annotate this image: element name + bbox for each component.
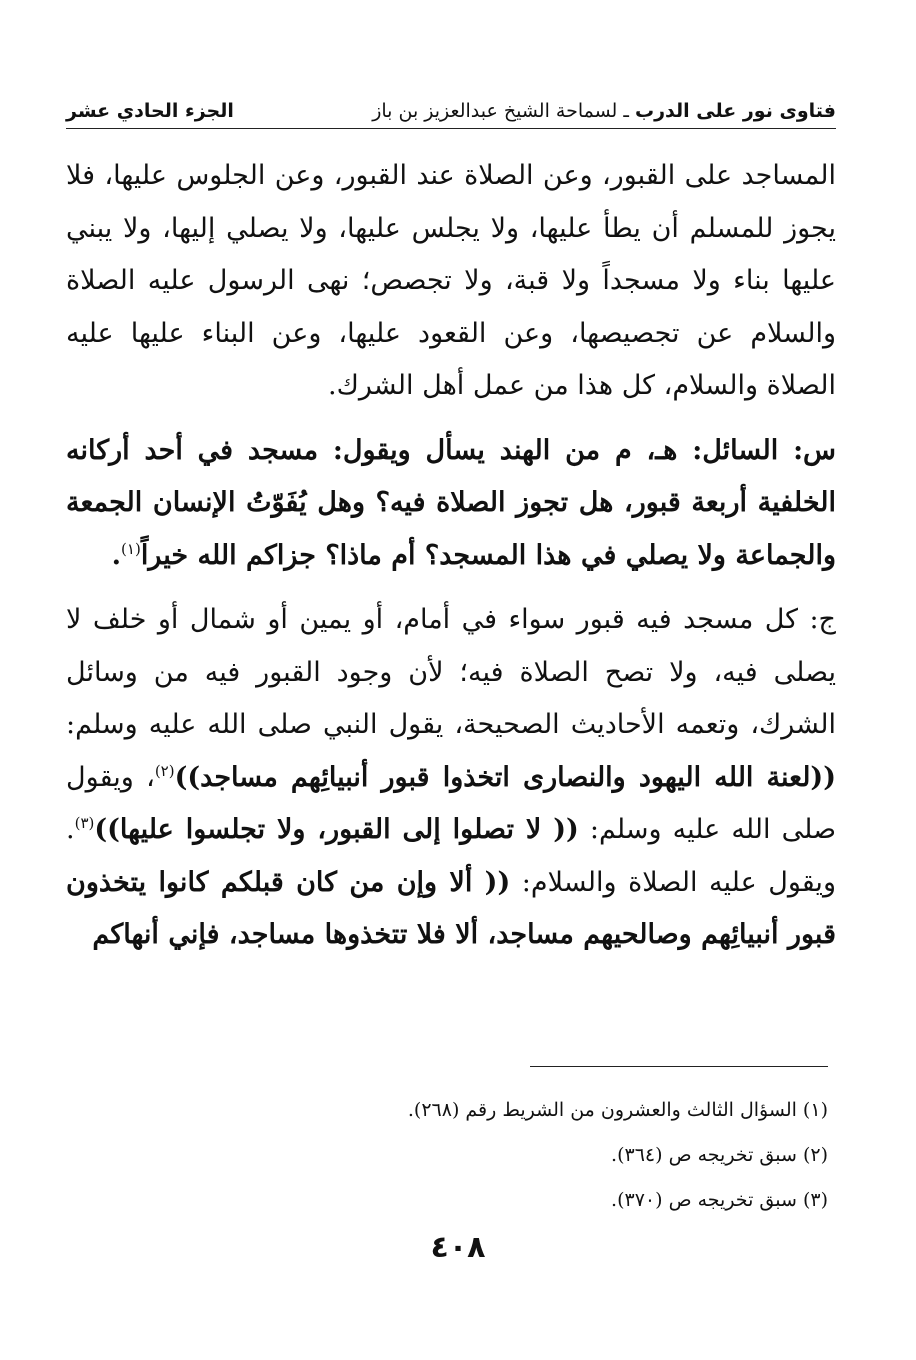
footnote-ref-1: (١) — [121, 539, 141, 558]
footnote-2: (٢) سبق تخريجه ص (٣٦٤). — [611, 1144, 828, 1166]
footnote-divider — [530, 1066, 828, 1067]
hadith-quote-2: (( لا تصلوا إلى القبور، ولا تجلسوا عليها)) — [94, 814, 579, 845]
book-title: فتاوى نور على الدرب — [635, 100, 836, 122]
hadith-quote-1: ((لعنة الله اليهود والنصارى اتخذوا قبور أنبيائِهم مساجد)) — [174, 761, 836, 793]
footnote-ref-3: (٣) — [74, 814, 95, 832]
footnotes — [66, 1088, 828, 1223]
title-separator: ـ — [617, 100, 635, 122]
footnote-ref-2: (٢) — [154, 761, 175, 780]
volume-label: الجزء الحادي عشر — [66, 100, 234, 122]
main-text — [66, 150, 836, 962]
answer-text-3: . ويقول عليه الصلاة والسلام: — [66, 814, 836, 898]
footnote-3: (٣) سبق تخريجه ص (٣٧٠). — [611, 1189, 828, 1211]
running-title — [372, 100, 836, 128]
answer-text-1: ج: كل مسجد فيه قبور سواء في أمام، أو يمين أو شمال أو خلف لا يصلى فيه، ولا تصح الصلاة فيه؛ لأن وجود القبور فيه من وسائل الشرك، وتعمه الأحاديث الصحيحة، يقول النبي صلى الله عليه وسلم: — [66, 604, 836, 740]
intro-paragraph: المساجد على القبور، وعن الصلاة عند القبور، وعن الجلوس عليها، فلا يجوز للمسلم أن يطأ عليها، ولا يجلس عليها، ولا يصلي إليها، ولا يبني عليها بناء ولا مسجداً ولا قبة، ولا تجصص؛ نهى الرسول عليه الصلاة والسلام عن تجصيصها، وعن القعود عليها، وعن البناء عليها عليه الصلاة والسلام، كل هذا من عمل أهل الشرك. — [66, 160, 836, 401]
hadith-quote-3: (( ألا وإن من كان قبلكم كانوا يتخذون قبور أنبيائِهم وصالحيهم مساجد، ألا فلا تتخذوها مساجد، فإني أنهاكم — [66, 866, 836, 950]
page-number: ٤٠٨ — [430, 1230, 486, 1265]
answer-text-2: ، ويقول صلى الله عليه وسلم: — [66, 761, 836, 845]
footnote-1: (١) السؤال الثالث والعشرون من الشريط رقم (٢٦٨). — [407, 1099, 828, 1121]
question-label: س: — [793, 434, 836, 466]
question-end: . — [111, 539, 122, 571]
question-text: السائل: هـ، م من الهند يسأل ويقول: مسجد في أحد أركانه الخلفية أربعة قبور، هل تجوز الصلاة فيه؟ وهل يُفَوّتُ الإنسان الجمعة والجماعة ولا يصلي في هذا المسجد؟ أم ماذا؟ جزاكم الله خيراً — [66, 434, 836, 571]
author-name: لسماحة الشيخ عبدالعزيز بن باز — [372, 100, 618, 122]
answer-paragraph — [66, 594, 836, 962]
page-header — [66, 88, 836, 129]
question-paragraph — [66, 425, 836, 583]
